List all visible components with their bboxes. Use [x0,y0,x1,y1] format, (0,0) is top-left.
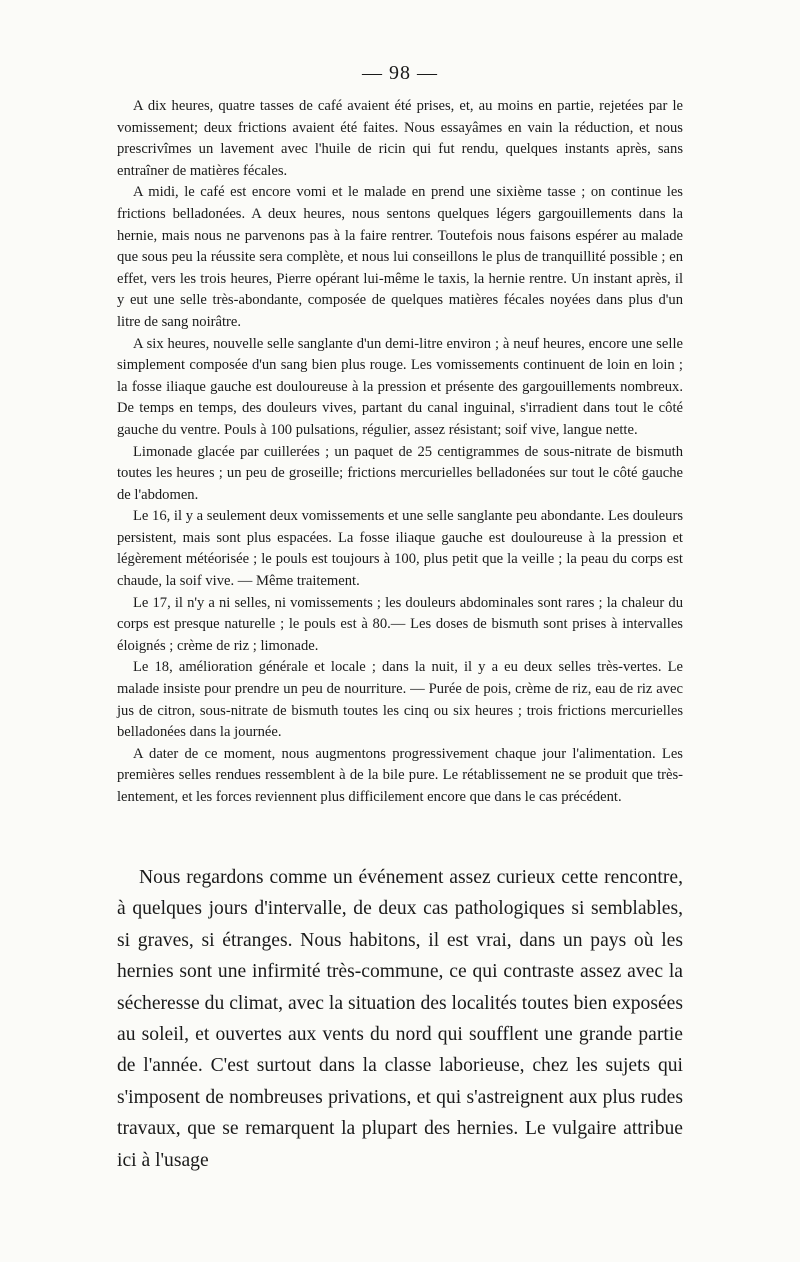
commentary-text [117,862,683,1176]
paragraph: A dix heures, quatre tasses de café avaient été prises, et, au moins en partie, rejetées par le vomissement; deux frictions avaient été faites. Nous essayâmes en vain la réduction, et nous prescrivîmes un lavement avec l'huile de ricin qui fut rendu, quelques instants après, sans entraîner de matières fécales. [117,98,683,179]
paragraph: Limonade glacée par cuillerées ; un paquet de 25 centigrammes de sous-nitrate de bismuth toutes les heures ; un peu de groseille; frictions mercurielles belladonées sur tout le côté gauche de l'abdomen. [117,443,683,503]
paragraph: Le 17, il n'y a ni selles, ni vomissements ; les douleurs abdominales sont rares ; la chaleur du corps est presque naturelle ; le pouls est à 80.— Les doses de bismuth sont prises à intervalles éloignés ; crème de riz ; limonade. [117,594,683,654]
paragraph: Le 18, amélioration générale et locale ; dans la nuit, il y a eu deux selles très-vertes. Le malade insiste pour prendre un peu de nourriture. — Purée de pois, crème de riz, eau de riz avec jus de citron, sous-nitrate de bismuth toutes les cinq ou six heures ; trois frictions mercurielles belladonées dans la journée. [117,659,683,741]
case-report-text [117,96,683,809]
paragraph: A midi, le café est encore vomi et le malade en prend une sixième tasse ; on continue les frictions belladonées. A deux heures, nous sentons quelques légers gargouillements dans la hernie, mais nous ne parvenons pas à la faire rentrer. Toutefois nous faisons espérer au malade que sous peu la réussite sera complète, et nous lui conseillons le plus de tranquillité possible ; en effet, vers les trois heures, Pierre opérant lui-même le taxis, la hernie rentre. Un instant après, il y eut une selle très-abondante, composée de quelques matières fécales noyées dans plus d'un litre de sang noirâtre. [117,184,683,330]
paragraph: Le 16, il y a seulement deux vomissements et une selle sanglante peu abondante. Les douleurs persistent, mais sont plus espacées. La fosse iliaque gauche est douloureuse à la pression et légèrement météorisée ; le pouls est toujours à 100, plus petit que la veille ; la peau du corps est chaude, la soif vive. — Même traitement. [117,508,683,590]
paragraph: A six heures, nouvelle selle sanglante d'un demi-litre environ ; à neuf heures, encore une selle simplement composée d'un sang bien plus rouge. Les vomissements continuent de loin en loin ; la fosse iliaque gauche est douloureuse à la pression et présente des gargouillements nombreux. De temps en temps, des douleurs vives, partant du canal inguinal, s'irradient dans tout le côté gauche du ventre. Pouls à 100 pulsations, régulier, assez résistant; soif vive, langue nette. [117,335,683,438]
paragraph: A dater de ce moment, nous augmentons progressivement chaque jour l'alimentation. Les premières selles rendues ressemblent à de la bile pure. Le rétablissement ne se produit que très-lentement, et les forces reviennent plus difficilement encore que dans le cas précédent. [117,745,683,805]
paragraph: Nous regardons comme un événement assez curieux cette rencontre, à quelques jours d'intervalle, de deux cas pathologiques si semblables, si graves, si étranges. Nous habitons, il est vrai, dans un pays où les hernies sont une infirmité très-commune, ce qui contraste assez avec la sécheresse du climat, avec la situation des localités toutes bien exposées au soleil, et ouvertes aux vents du nord qui soufflent une grande partie de l'année. C'est surtout dans la classe laborieuse, chez les sujets qui s'imposent de nombreuses privations, et qui s'astreignent aux plus rudes travaux, que se remarquent la plupart des hernies. Le vulgaire attribue ici à l'usage [117,867,683,1171]
page-number: — 98 — [362,62,438,84]
